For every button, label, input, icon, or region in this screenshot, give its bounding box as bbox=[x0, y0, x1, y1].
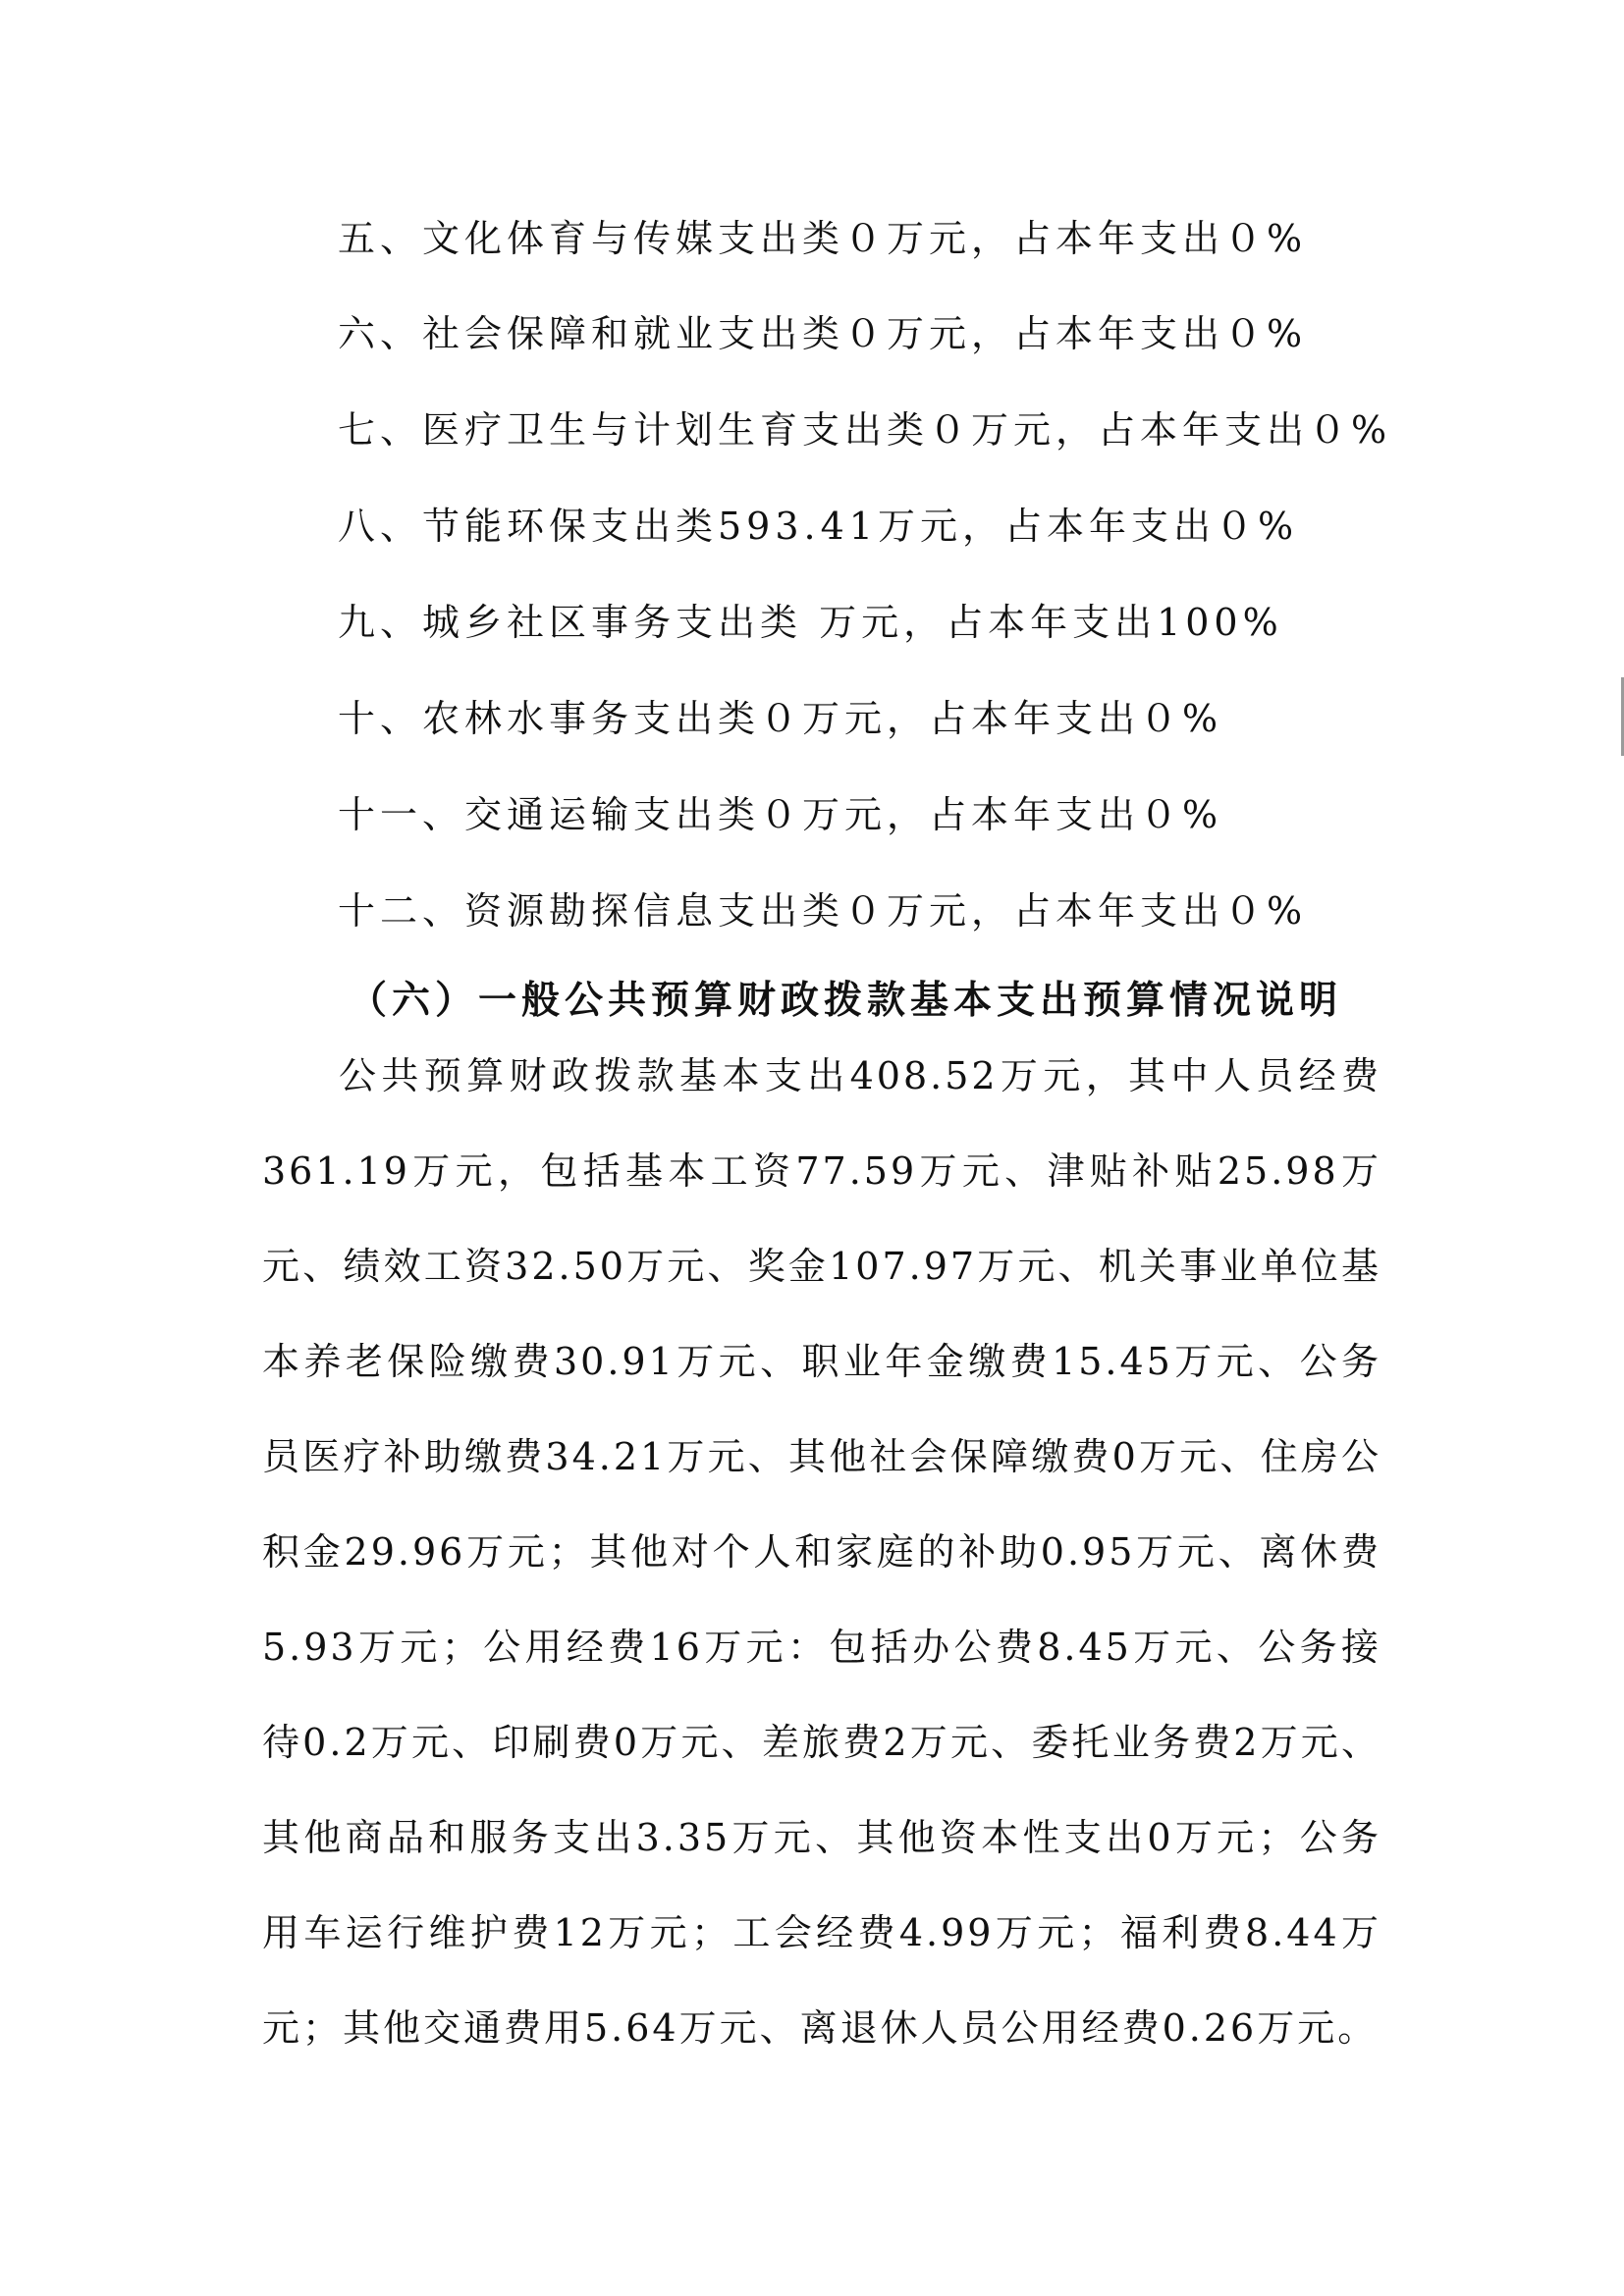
expenditure-item-resource-exploration: 十二、资源勘探信息支出类０万元，占本年支出０% bbox=[338, 889, 1308, 933]
basic-expenditure-paragraph: 公共预算财政拨款基本支出408.52万元，其中人员经费361.19万元，包括基本工资77.59万元、津贴补贴25.98万元、绩效工资32.50万元、奖金107.97万元、机关事业单位基本养老保险缴费30.91万元、职业年金缴费15.45万元、公务员医疗补助缴费34.21万元、其他社会保障缴费0万元、住房公积金29.96万元；其他对个人和家庭的补助0.95万元、离休费5.93万元；公用经费16万元：包括办公费8.45万元、公务接待0.2万元、印刷费0万元、差旅费2万元、委托业务费2万元、其他商品和服务支出3.35万元、其他资本性支出0万元；公务用车运行维护费12万元；工会经费4.99万元；福利费8.44万元；其他交通费用5.64万元、离退休人员公用经费0.26万元。 bbox=[262, 1054, 1381, 2050]
expenditure-item-health: 七、医疗卫生与计划生育支出类０万元，占本年支出０% bbox=[338, 408, 1392, 452]
expenditure-item-transport: 十一、交通运输支出类０万元，占本年支出０% bbox=[338, 793, 1223, 836]
expenditure-item-energy-environment: 八、节能环保支出类593.41万元，占本年支出０% bbox=[338, 505, 1299, 548]
expenditure-item-social-security: 六、社会保障和就业支出类０万元，占本年支出０% bbox=[338, 312, 1308, 355]
expenditure-item-agriculture-water: 十、农林水事务支出类０万元，占本年支出０% bbox=[338, 697, 1223, 740]
expenditure-item-urban-rural-community: 九、城乡社区事务支出类 万元，占本年支出100% bbox=[338, 601, 1283, 644]
section-heading: （六）一般公共预算财政拨款基本支出预算情况说明 bbox=[349, 978, 1343, 1023]
expenditure-item-culture: 五、文化体育与传媒支出类０万元，占本年支出０% bbox=[338, 217, 1308, 260]
